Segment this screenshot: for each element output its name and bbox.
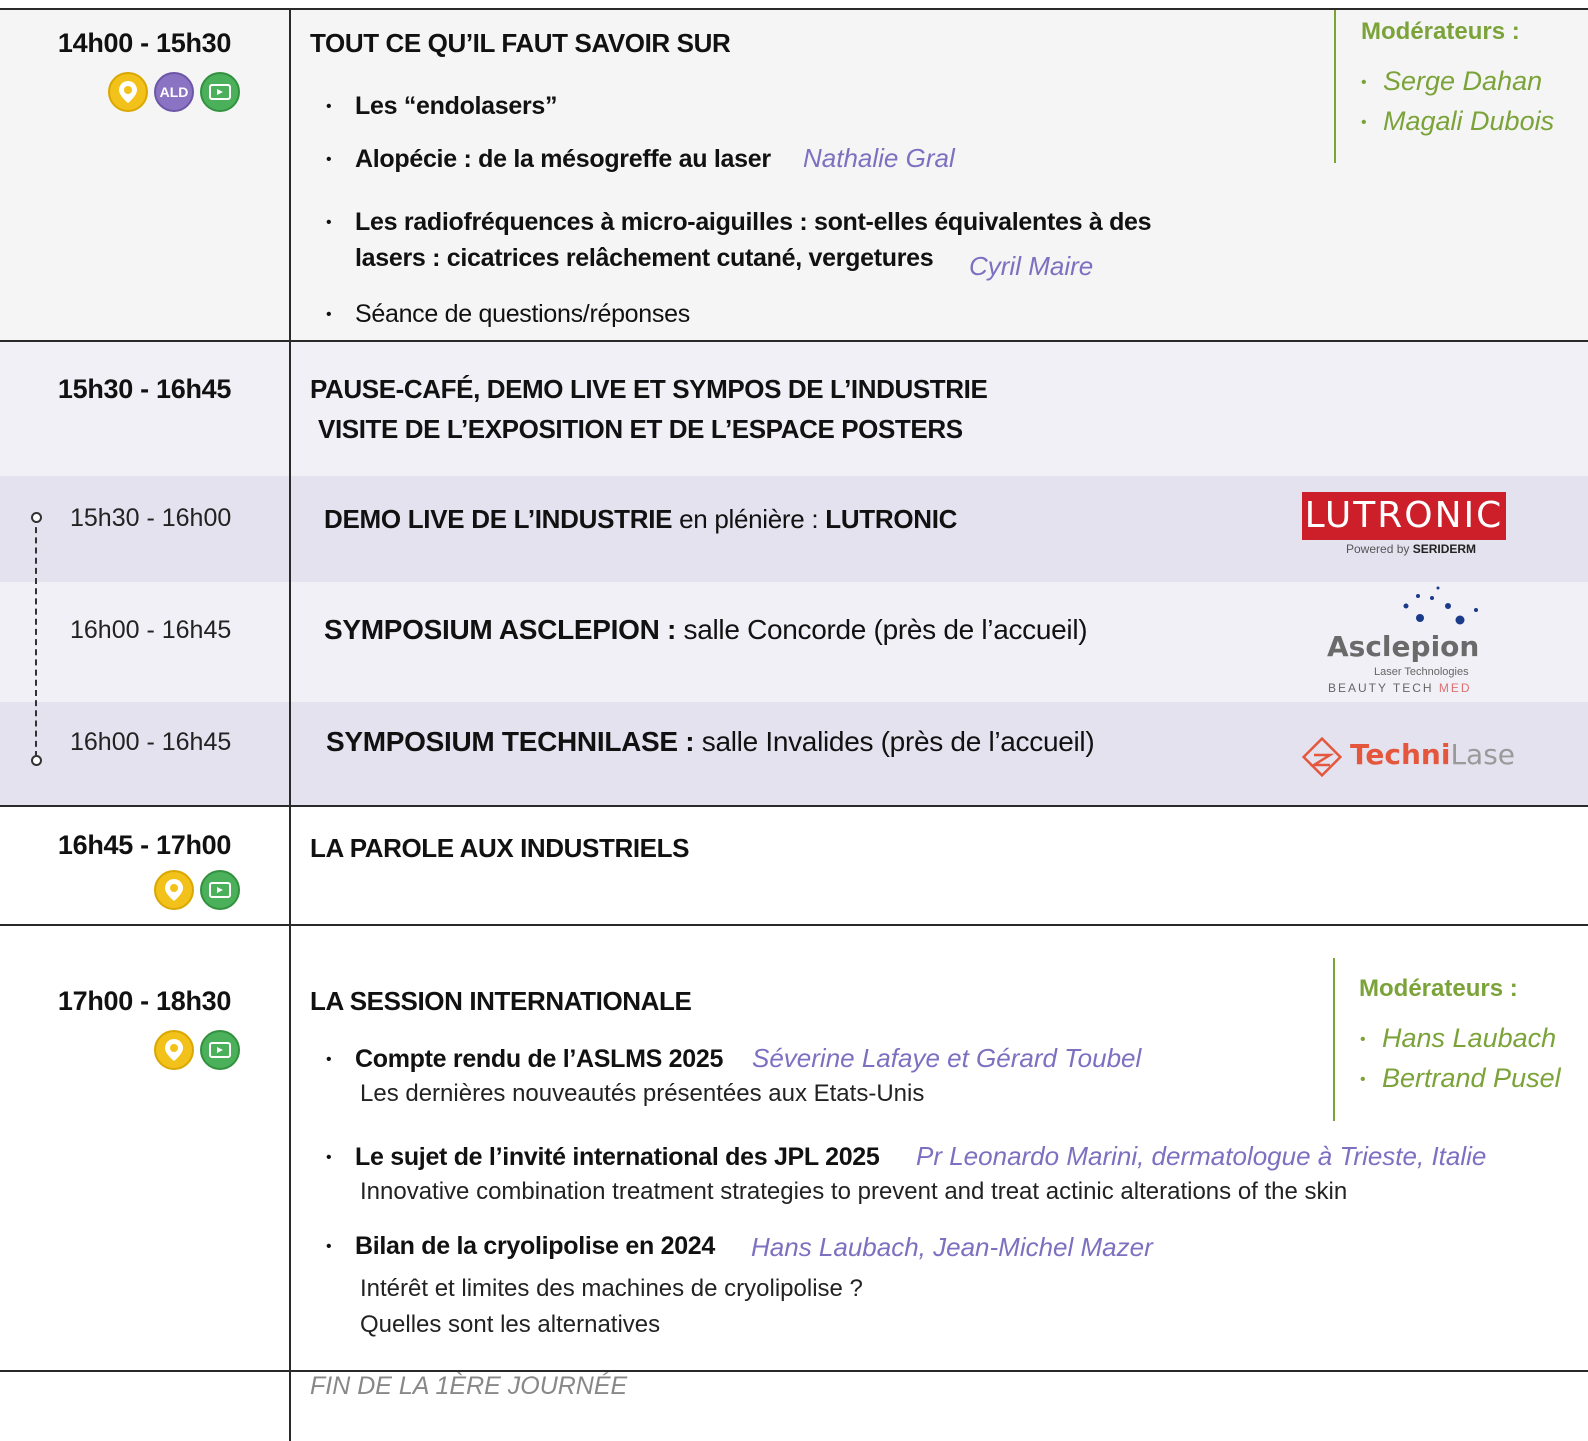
subsession-bold: DEMO LIVE DE L’INDUSTRIE (324, 504, 673, 534)
subsession-title (326, 726, 1094, 758)
moderator-name: • Serge Dahan (1383, 66, 1542, 97)
session-time: 16h45 - 17h00 (57, 830, 232, 860)
row-divider (0, 924, 1588, 926)
row-divider (0, 805, 1588, 807)
row-divider (0, 340, 1588, 342)
moderators-label: Modérateurs : (1361, 18, 1520, 45)
ald-icon (154, 72, 194, 112)
topic-description: Les dernières nouveautés présentées aux Etats-Unis (360, 1080, 925, 1107)
row-divider (0, 8, 1588, 10)
technilase-wordmark (1350, 738, 1515, 771)
subsession-title (324, 504, 957, 535)
subsession-time: 16h00 - 16h45 (70, 616, 232, 644)
video-icon (200, 1030, 240, 1070)
timeline-node (31, 755, 42, 766)
topic-description: Innovative combination treatment strategies to prevent and treat actinic alterations of the skin (360, 1178, 1348, 1205)
column-divider (289, 8, 291, 1441)
session-time: 17h00 - 18h30 (57, 986, 232, 1016)
session-title-line2: VISITE DE L’EXPOSITION ET DE L’ESPACE POSTERS (318, 414, 963, 444)
session-title: PAUSE-CAFÉ, DEMO LIVE ET SYMPOS DE L’INDUSTRIE (310, 374, 988, 404)
lutronic-tagline (1346, 542, 1476, 556)
asclepion-tagline-1: BEAUTY TECH (1328, 681, 1439, 695)
subsession-text: salle Invalides (près de l’accueil) (694, 726, 1095, 757)
timeline-connector (35, 517, 37, 757)
speaker-name: Nathalie Gral (803, 143, 955, 173)
lutronic-tagline-prefix: Powered by (1346, 542, 1413, 556)
lutronic-logo (1302, 492, 1506, 540)
asclepion-tagline (1328, 681, 1472, 695)
speaker-name: Hans Laubach, Jean-Michel Mazer (751, 1232, 1153, 1262)
moderators-label: Modérateurs : (1359, 975, 1518, 1002)
asclepion-wordmark: Asclepion (1327, 630, 1480, 663)
asclepion-subtitle: Laser Technologies (1374, 666, 1469, 678)
topic-invite-international: Le sujet de l’invité international des JPL 2025 (355, 1143, 880, 1171)
subsession-bold-2: LUTRONIC (825, 504, 958, 534)
session-time: 14h00 - 15h30 (57, 28, 232, 58)
topic-cryolipolise: Bilan de la cryolipolise en 2024 (355, 1232, 716, 1260)
location-pin-icon (154, 870, 194, 910)
topic-aslms: Compte rendu de l’ASLMS 2025 (355, 1045, 724, 1073)
lutronic-tagline-brand: SERIDERM (1412, 542, 1477, 556)
timeline-node (31, 512, 42, 523)
lutronic-wordmark: LUTRONIC (1304, 495, 1504, 536)
moderator-name: • Bertrand Pusel (1382, 1063, 1561, 1094)
topic-description: Intérêt et limites des machines de cryolipolise ? (360, 1275, 863, 1302)
location-pin-icon (154, 1030, 194, 1070)
subsession-text: en plénière : (672, 504, 826, 534)
subsession-bold: SYMPOSIUM ASCLEPION : (324, 614, 677, 645)
topic-radiofrequences: Les radiofréquences à micro-aiguilles : sont-elles équivalentes à des (355, 208, 1152, 236)
technilase-wordmark-b: Lase (1450, 738, 1516, 771)
topic-description: Quelles sont les alternatives (360, 1311, 661, 1338)
session2-header-background (0, 342, 1588, 476)
speaker-name: Cyril Maire (969, 251, 1094, 281)
moderator-name: • Hans Laubach (1382, 1023, 1556, 1054)
session-title: LA PAROLE AUX INDUSTRIELS (310, 833, 690, 863)
video-icon (200, 72, 240, 112)
asclepion-dots (1400, 584, 1480, 634)
session1-background (0, 10, 1588, 341)
subsession-time: 16h00 - 16h45 (70, 728, 232, 756)
session-time: 15h30 - 16h45 (57, 374, 232, 404)
topic-radiofrequences-line2: lasers : cicatrices relâchement cutané, vergetures (355, 244, 934, 272)
moderators-divider (1334, 10, 1336, 163)
moderators-divider (1333, 958, 1335, 1121)
session-title: TOUT CE QU’IL FAUT SAVOIR SUR (310, 28, 731, 58)
session-title: LA SESSION INTERNATIONALE (310, 986, 692, 1016)
subsession-title (324, 614, 1087, 646)
topic-endolasers: Les “endolasers” (355, 92, 558, 120)
topic-alopecie: Alopécie : de la mésogreffe au laser (355, 145, 771, 173)
subsession-time: 15h30 - 16h00 (70, 504, 232, 532)
speaker-name: Séverine Lafaye et Gérard Toubel (752, 1043, 1142, 1073)
moderator-name: • Magali Dubois (1383, 106, 1554, 137)
row-divider (0, 1370, 1588, 1372)
topic-questions: Séance de questions/réponses (355, 300, 690, 328)
subsession-bold: SYMPOSIUM TECHNILASE : (326, 726, 695, 757)
speaker-name: Pr Leonardo Marini, dermatologue à Trieste, Italie (916, 1141, 1487, 1171)
ald-label: ALD (159, 84, 189, 100)
technilase-icon (1302, 737, 1342, 782)
end-of-day-label: FIN DE LA 1ÈRE JOURNÉE (310, 1372, 628, 1400)
asclepion-tagline-2: MED (1438, 681, 1472, 695)
technilase-wordmark-a: Techni (1350, 738, 1451, 771)
subsession-text: salle Concorde (près de l’accueil) (676, 614, 1088, 645)
location-pin-icon (108, 72, 148, 112)
video-icon (200, 870, 240, 910)
